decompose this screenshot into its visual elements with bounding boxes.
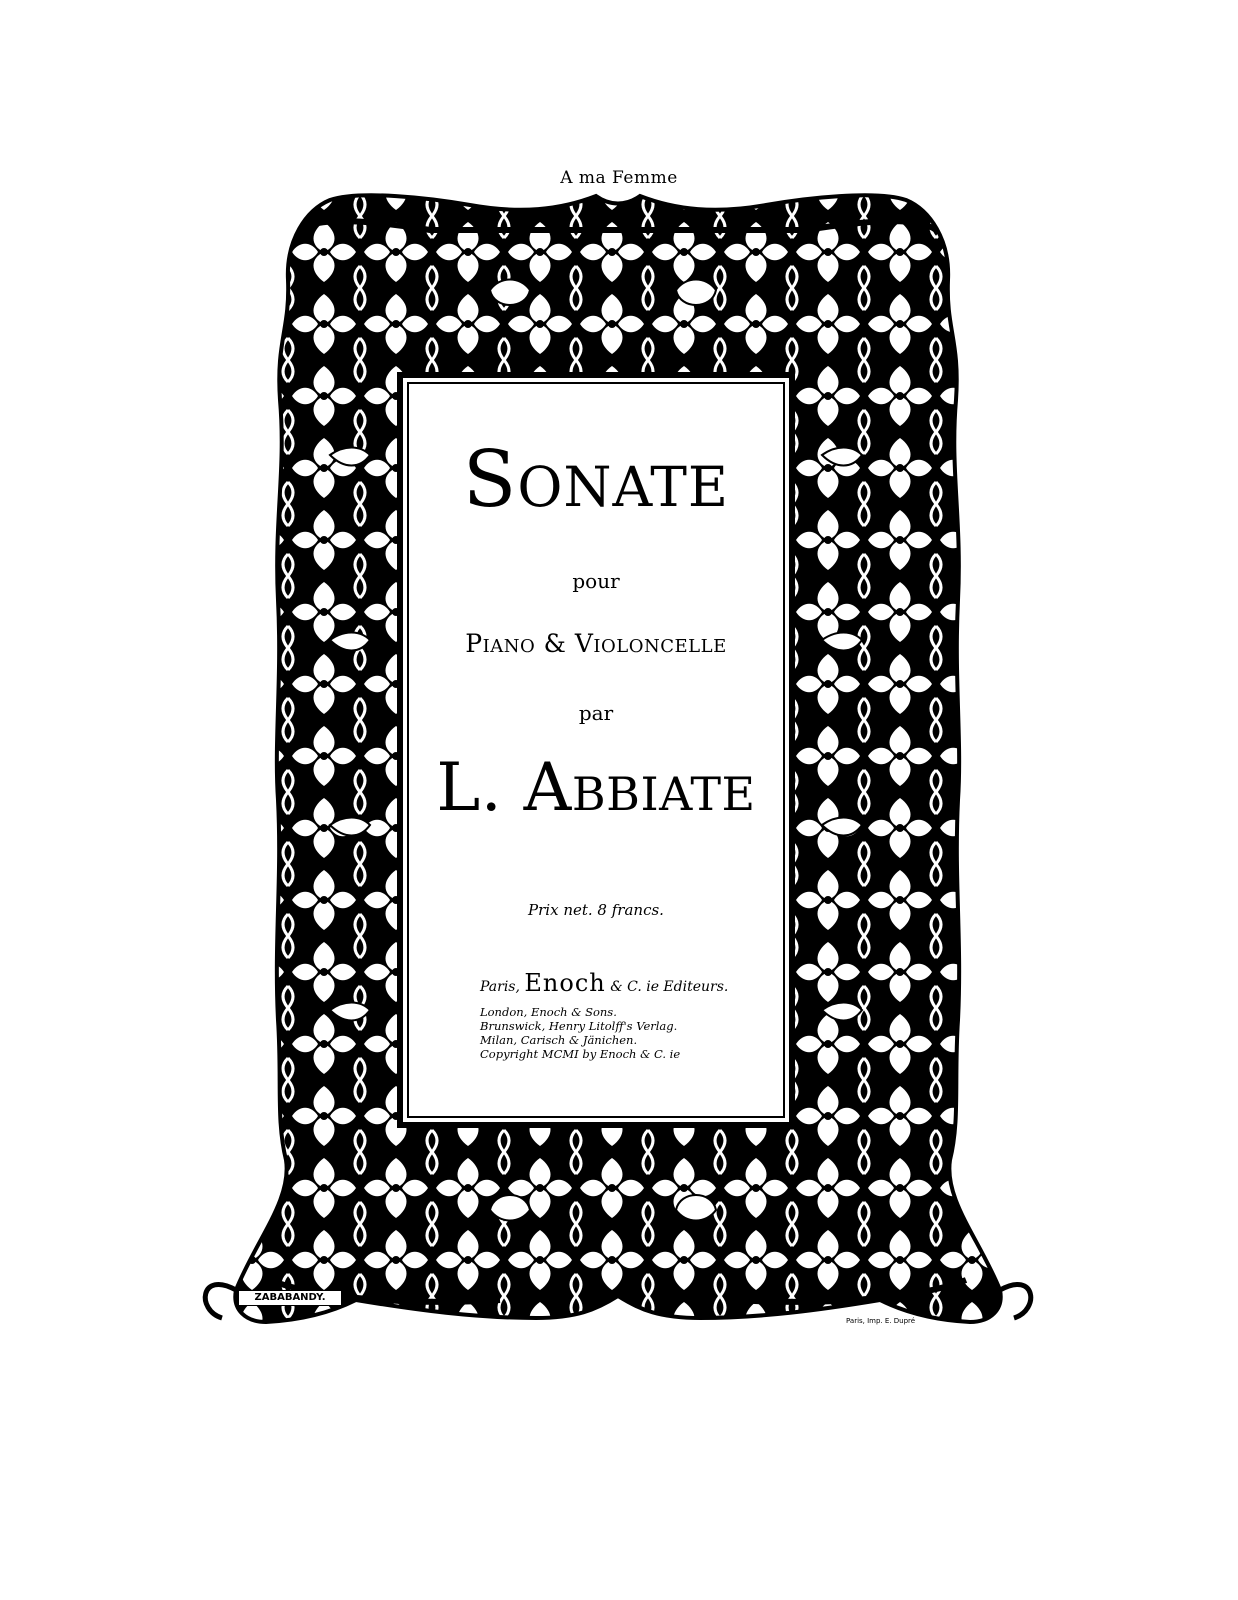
instrumentation: Piano & Violoncelle bbox=[465, 629, 727, 658]
par-text: par bbox=[578, 701, 614, 725]
branch-list bbox=[480, 1005, 680, 1061]
branch-line: London, Enoch & Sons. bbox=[480, 1005, 617, 1019]
printer-imprint: Paris, Imp. E. Dupré bbox=[846, 1317, 916, 1325]
publisher-suffix: & C. ie Editeurs. bbox=[610, 979, 729, 995]
title: Sonate bbox=[462, 435, 730, 525]
branch-line: Milan, Carisch & Jänichen. bbox=[480, 1033, 638, 1047]
artist-signature: ZABABANDY. bbox=[238, 1290, 342, 1306]
copyright-line: Copyright MCMI by Enoch & C. ie bbox=[480, 1047, 681, 1061]
publisher-city: Paris, bbox=[480, 979, 520, 995]
publisher-line bbox=[480, 969, 728, 997]
publisher-name: Enoch bbox=[524, 969, 606, 997]
pour-text: pour bbox=[572, 569, 620, 593]
branch-line: Brunswick, Henry Litolff's Verlag. bbox=[480, 1019, 678, 1033]
composer-name: L. Abbiate bbox=[436, 749, 756, 826]
title-panel bbox=[414, 389, 778, 1111]
dedication: A ma Femme bbox=[560, 168, 678, 188]
price: Prix net. 8 francs. bbox=[528, 901, 664, 919]
